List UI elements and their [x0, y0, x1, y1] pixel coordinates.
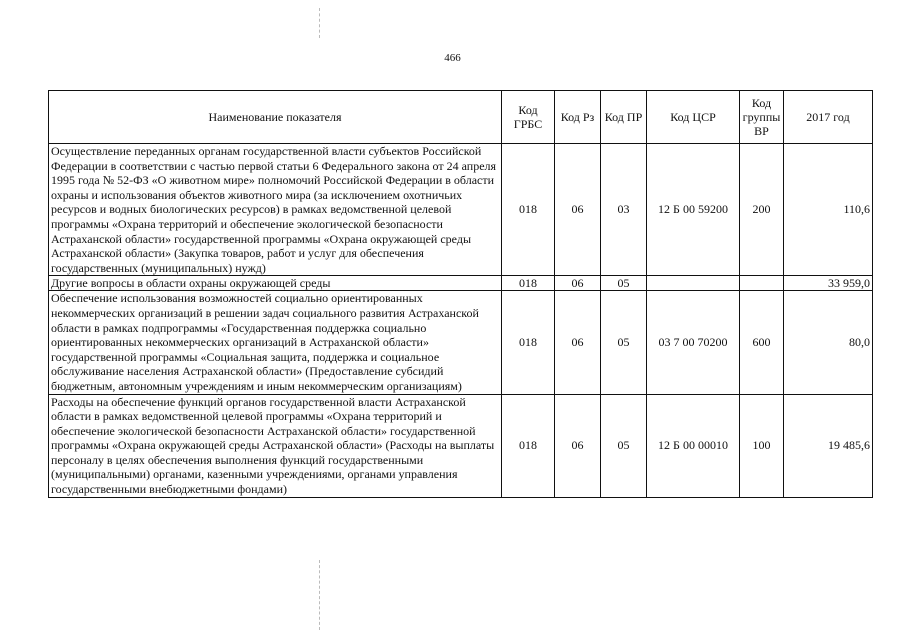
row-grbs: 018	[502, 291, 555, 394]
row-amount: 80,0	[784, 291, 873, 394]
row-grbs: 018	[502, 144, 555, 276]
row-pr: 05	[601, 291, 647, 394]
fold-mark-bottom	[319, 560, 320, 630]
row-pr: 05	[601, 276, 647, 291]
row-name: Обеспечение использования возможностей социально ориентированных некоммерческих организаций в решении задач социального развития Астраханской области в рамках подпрограммы «Государственная поддержка социально ориентированных некоммерческих организаций в Астраханской области» государственной программы «Социальная защита, поддержка и социальное обслуживание населения Астраханской области» (Предоставление субсидий бюджетным, автономным учреждениям и иным некоммерческим организациям)	[49, 291, 502, 394]
header-pr: Код ПР	[601, 91, 647, 144]
header-vr: Код группы ВР	[740, 91, 784, 144]
header-grbs: Код ГРБС	[502, 91, 555, 144]
row-vr: 100	[740, 394, 784, 497]
page-number: 466	[444, 52, 461, 64]
row-amount: 19 485,6	[784, 394, 873, 497]
budget-table	[48, 90, 873, 498]
header-row	[49, 91, 873, 144]
row-name: Другие вопросы в области охраны окружающей среды	[49, 276, 502, 291]
row-csr	[647, 276, 740, 291]
row-amount: 110,6	[784, 144, 873, 276]
row-grbs: 018	[502, 394, 555, 497]
header-year: 2017 год	[784, 91, 873, 144]
row-csr: 12 Б 00 00010	[647, 394, 740, 497]
row-name: Расходы на обеспечение функций органов государственной власти Астраханской области в рамках ведомственной целевой программы «Охрана территорий и обеспечение экологической безопасности Астраханской области» государственной программы «Охрана окружающей среды Астраханской области» (Расходы на выплаты персоналу в целях обеспечения выполнения функций государственными (муниципальными) органами, казенными учреждениями, органами управления государственными внебюджетными фондами)	[49, 394, 502, 497]
fold-mark-top	[319, 8, 320, 38]
header-csr: Код ЦСР	[647, 91, 740, 144]
table-row	[49, 291, 873, 394]
header-name: Наименование показателя	[49, 91, 502, 144]
row-pr: 03	[601, 144, 647, 276]
row-vr	[740, 276, 784, 291]
table-row	[49, 144, 873, 276]
row-pr: 05	[601, 394, 647, 497]
row-amount: 33 959,0	[784, 276, 873, 291]
row-grbs: 018	[502, 276, 555, 291]
header-rz: Код Рз	[555, 91, 601, 144]
row-csr: 12 Б 00 59200	[647, 144, 740, 276]
row-vr: 600	[740, 291, 784, 394]
table-row	[49, 276, 873, 291]
row-rz: 06	[555, 394, 601, 497]
row-csr: 03 7 00 70200	[647, 291, 740, 394]
row-vr: 200	[740, 144, 784, 276]
row-name: Осуществление переданных органам государственной власти субъектов Российской Федерации в соответствии с частью первой статьи 6 Федерального закона от 24 апреля 1995 года № 52-ФЗ «О животном мире» полномочий Российской Федерации в области охраны и использования объектов животного мира (за исключением охотничьих ресурсов и водных биологических ресурсов) в рамках ведомственной целевой программы «Охрана территорий и обеспечение экологической безопасности Астраханской области» государственной программы «Охрана окружающей среды Астраханской области» (Закупка товаров, работ и услуг для обеспечения государственных (муниципальных) нужд)	[49, 144, 502, 276]
row-rz: 06	[555, 144, 601, 276]
row-rz: 06	[555, 276, 601, 291]
row-rz: 06	[555, 291, 601, 394]
table-row	[49, 394, 873, 497]
